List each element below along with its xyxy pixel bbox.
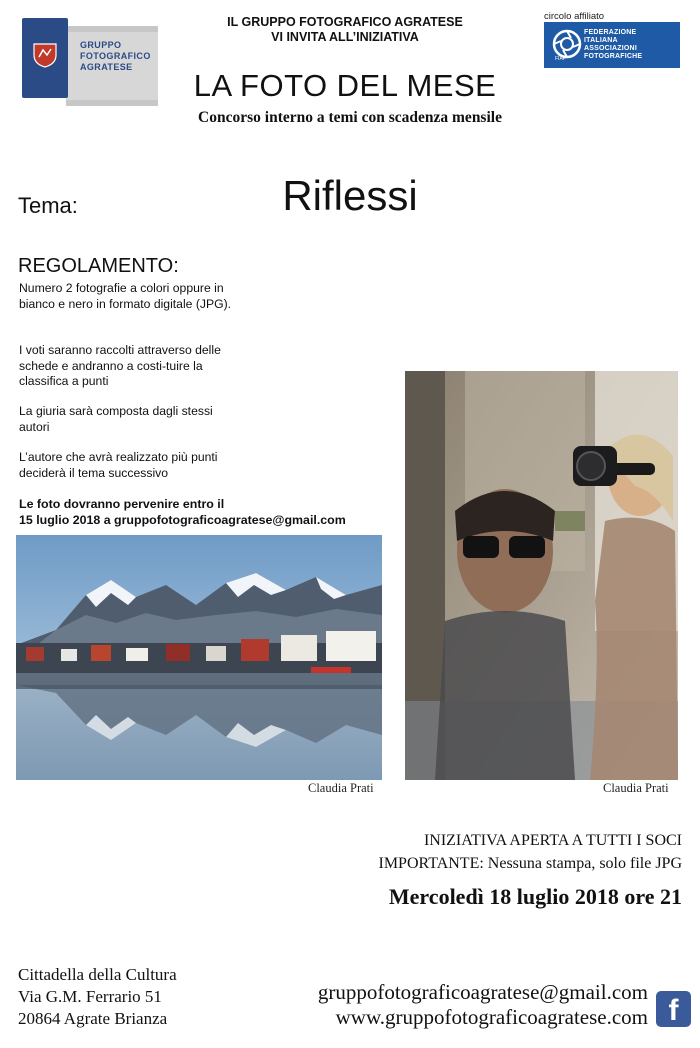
open-to-members: INIZIATIVA APERTA A TUTTI I SOCI xyxy=(423,832,682,849)
deadline-line-2: 15 luglio 2018 a gruppofotograficoagratese@gmail.com xyxy=(19,513,346,527)
deadline-note xyxy=(19,496,384,528)
fiaf-line-2: ITALIANA xyxy=(584,37,618,44)
address-line-1: Cittadella della Cultura xyxy=(18,965,177,984)
photo-credit-1: Claudia Prati xyxy=(308,781,374,795)
rule-2: I voti saranno raccolti attraverso delle schede e andranno a costi-tuire la classifica a punti xyxy=(19,343,221,388)
fiaf-line-3: ASSOCIAZIONI xyxy=(584,45,637,52)
portrait-photo xyxy=(405,371,678,780)
fiaf-mark: FIAF xyxy=(555,56,566,62)
contact-email[interactable]: gruppofotograficoagratese@gmail.com xyxy=(317,980,648,1004)
header-line-2: VI INVITA ALL’INIZIATIVA xyxy=(271,30,419,44)
rule-4: L’autore che avrà realizzato più punti deciderà il tema successivo xyxy=(19,450,218,480)
address-block xyxy=(18,964,177,1030)
logo-line-2: FOTOGRAFICO xyxy=(80,51,151,61)
rule-1: Numero 2 fotografie a colori oppure in bianco e nero in formato digitale (JPG). xyxy=(19,281,232,311)
aperture-icon xyxy=(552,29,582,59)
contact-website[interactable]: www.gruppofotograficoagratese.com xyxy=(335,1005,648,1029)
logo-line-3: AGRATESE xyxy=(80,62,133,72)
event-date: Mercoledì 18 luglio 2018 ore 21 xyxy=(388,884,682,909)
header-line-1: IL GRUPPO FOTOGRAFICO AGRATESE xyxy=(227,15,463,29)
facebook-icon[interactable]: f xyxy=(656,991,691,1027)
fiaf-logo xyxy=(544,22,680,68)
page-subtitle: Concorso interno a temi con scadenza mensile xyxy=(198,109,502,126)
address-line-2: Via G.M. Ferrario 51 xyxy=(18,987,162,1006)
tema-label: Tema: xyxy=(18,193,78,218)
header-intro xyxy=(170,15,520,45)
logo-line-1: GRUPPO xyxy=(80,40,122,50)
fiaf-line-4: FOTOGRAFICHE xyxy=(584,53,643,60)
important-note: IMPORTANTE: Nessuna stampa, solo file JPG xyxy=(378,855,682,872)
landscape-photo xyxy=(16,535,382,780)
fiaf-text xyxy=(584,29,642,61)
logo-text xyxy=(80,40,151,73)
fiaf-label: circolo affiliato xyxy=(544,11,605,22)
address-line-3: 20864 Agrate Brianza xyxy=(18,1009,168,1028)
shield-icon xyxy=(31,41,59,69)
rule-3: La giuria sarà composta dagli stessi autori xyxy=(19,404,213,434)
regolamento-title: REGOLAMENTO: xyxy=(18,255,179,277)
page-title: LA FOTO DEL MESE xyxy=(193,68,497,103)
deadline-line-1: Le foto dovranno pervenire entro il xyxy=(19,497,225,511)
tema-value: Riflessi xyxy=(282,172,418,219)
club-logo xyxy=(22,14,158,102)
fiaf-line-1: FEDERAZIONE xyxy=(584,29,637,36)
photo-credit-2: Claudia Prati xyxy=(603,781,669,795)
